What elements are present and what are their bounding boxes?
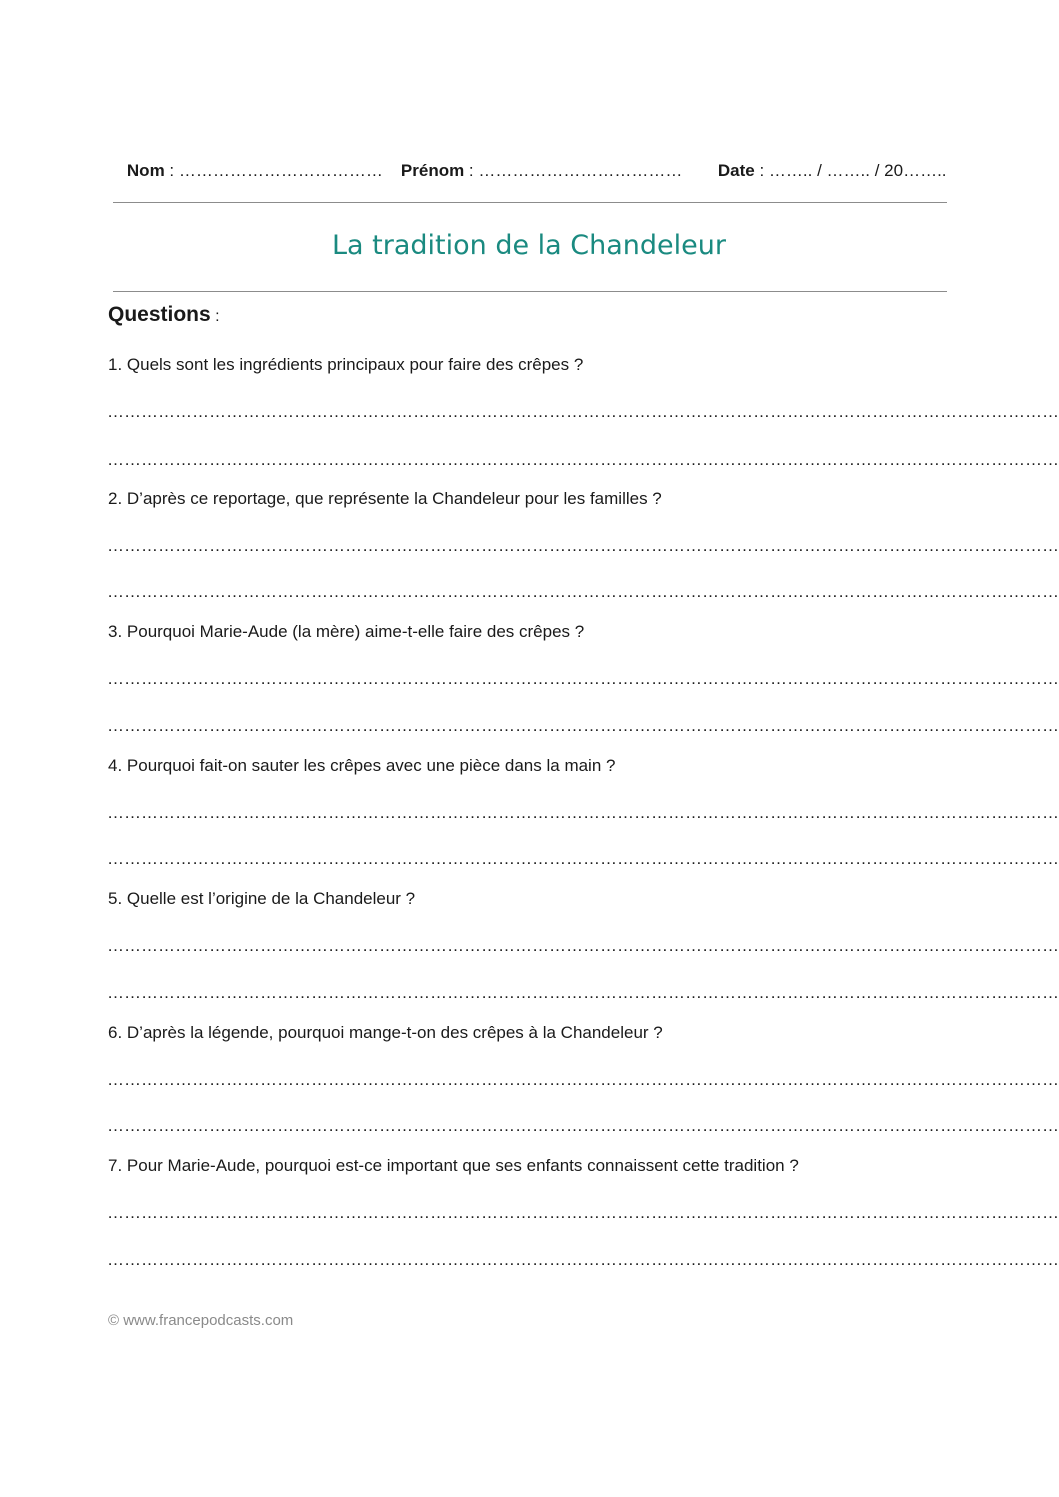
question-3: 3. Pourquoi Marie-Aude (la mère) aime-t-elle faire des crêpes ? [108, 622, 585, 641]
answer-line-6a[interactable]: …………………………………………………………………………………………………………………………………………………… [107, 1070, 1059, 1089]
answer-line-1b[interactable]: …………………………………………………………………………………………………………………………………………………… [107, 450, 1059, 469]
answer-line-3b[interactable]: …………………………………………………………………………………………………………………………………………………… [107, 716, 1059, 735]
answer-line-2b[interactable]: …………………………………………………………………………………………………………………………………………………… [107, 582, 1059, 601]
nom-field[interactable]: : ……………………………… [164, 161, 388, 180]
answer-line-4b[interactable]: …………………………………………………………………………………………………………………………………………………… [107, 849, 1059, 868]
date-field[interactable]: : …….. / …….. / 20…….. [754, 161, 947, 180]
nom-label: Nom [126, 161, 165, 180]
answer-line-7b[interactable]: …………………………………………………………………………………………………………………………………………………… [107, 1250, 1059, 1269]
question-1: 1. Quels sont les ingrédients principaux pour faire des crêpes ? [108, 355, 584, 374]
copyright-footer: © www.francepodcasts.com [108, 1312, 294, 1329]
page-title: La tradition de la Chandeleur [331, 230, 726, 261]
top-divider [113, 202, 947, 203]
questions-heading-label: Questions [108, 303, 211, 326]
answer-line-6b[interactable]: …………………………………………………………………………………………………………………………………………………… [107, 1116, 1059, 1135]
answer-line-5a[interactable]: …………………………………………………………………………………………………………………………………………………… [107, 936, 1059, 955]
question-5: 5. Quelle est l’origine de la Chandeleur ? [108, 889, 416, 908]
question-2: 2. D’après ce reportage, que représente la Chandeleur pour les familles ? [108, 489, 662, 508]
date-label: Date [717, 161, 755, 180]
question-4: 4. Pourquoi fait-on sauter les crêpes avec une pièce dans la main ? [108, 756, 616, 775]
question-6: 6. D’après la légende, pourquoi mange-t-on des crêpes à la Chandeleur ? [108, 1023, 663, 1042]
answer-line-7a[interactable]: …………………………………………………………………………………………………………………………………………………… [107, 1203, 1059, 1222]
questions-heading-colon: : [210, 308, 220, 325]
title-divider [113, 291, 947, 292]
questions-heading [108, 303, 220, 327]
prenom-label: Prénom [400, 161, 465, 180]
prenom-field[interactable]: : ……………………………… [464, 161, 683, 180]
answer-line-1a[interactable]: …………………………………………………………………………………………………………………………………………………… [107, 402, 1059, 421]
answer-line-5b[interactable]: …………………………………………………………………………………………………………………………………………………… [107, 983, 1059, 1002]
question-7: 7. Pour Marie-Aude, pourquoi est-ce important que ses enfants connaissent cette tradition ? [108, 1156, 799, 1175]
answer-line-3a[interactable]: …………………………………………………………………………………………………………………………………………………… [107, 669, 1059, 688]
answer-line-4a[interactable]: …………………………………………………………………………………………………………………………………………………… [107, 803, 1059, 822]
answer-line-2a[interactable]: …………………………………………………………………………………………………………………………………………………… [107, 536, 1059, 555]
